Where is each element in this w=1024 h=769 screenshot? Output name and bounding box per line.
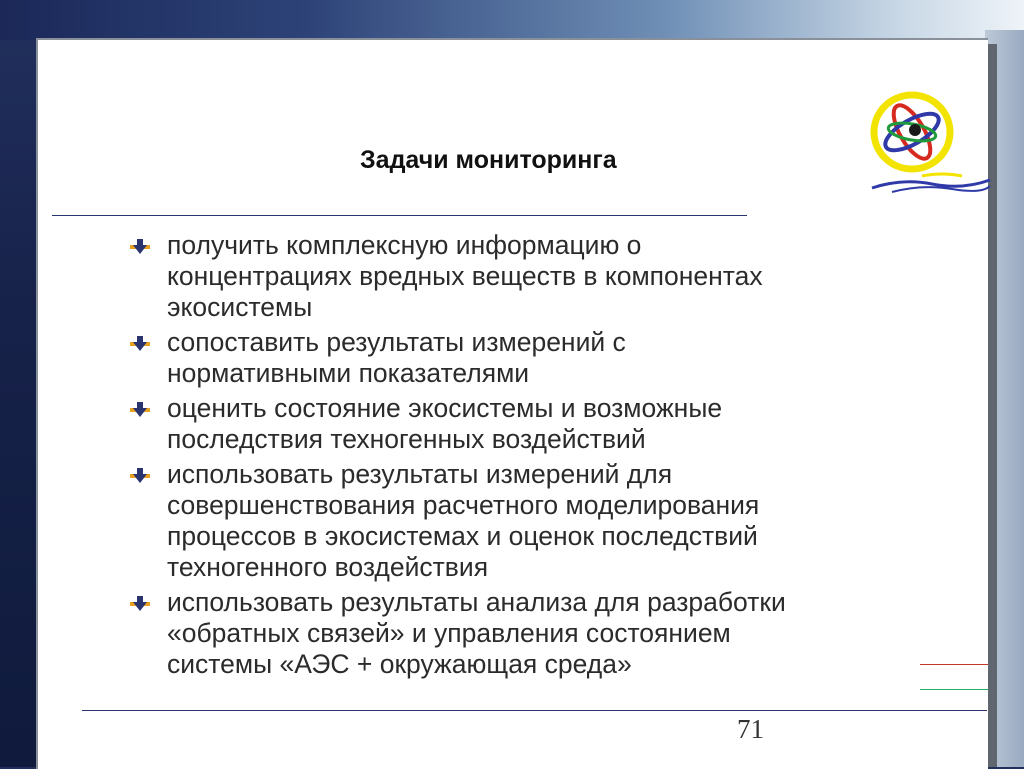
down-arrow-bullet-icon (130, 402, 150, 418)
bullet-line: оценить состояние экосистемы и возможные (167, 393, 723, 423)
bullet-line: нормативными показателями (167, 358, 530, 388)
down-arrow-bullet-icon (130, 239, 150, 255)
bullet-line: концентрациях вредных веществ в компонентах (167, 261, 763, 291)
down-arrow-bullet-icon (130, 596, 150, 612)
bullet-line: последствия техногенных воздействий (167, 424, 646, 454)
bullet-line: использовать результаты анализа для разработки (167, 587, 786, 617)
footer-divider (82, 710, 987, 711)
bullet-list (130, 230, 930, 684)
bullet-line: техногенного воздействия (167, 552, 489, 582)
bullet-item (130, 230, 930, 323)
bullet-line: совершенствования расчетного моделирования (167, 490, 760, 520)
accent-line-green (920, 689, 988, 690)
bullet-line: системы «АЭС + окружающая среда» (167, 649, 632, 679)
atom-emblem-logo (862, 88, 992, 200)
bullet-line: сопоставить результаты измерений с (167, 327, 626, 357)
bullet-line: использовать результаты измерений для (167, 459, 673, 489)
top-gradient-band (0, 0, 1024, 40)
bullet-item (130, 587, 930, 680)
bullet-line: процессов в экосистемах и оценок последствий (167, 521, 758, 551)
accent-line-red (920, 664, 988, 665)
page-number: 71 (737, 714, 764, 744)
bullet-line: «обратных связей» и управления состоянием (167, 618, 731, 648)
bullet-item (130, 327, 930, 389)
bullet-item (130, 393, 930, 455)
bullet-line: получить комплексную информацию о (167, 230, 642, 260)
bullet-item (130, 459, 930, 583)
down-arrow-bullet-icon (130, 468, 150, 484)
slide-title: Задачи мониторинга (360, 146, 617, 174)
down-arrow-bullet-icon (130, 336, 150, 352)
bullet-line: экосистемы (167, 292, 313, 322)
title-divider (52, 215, 747, 216)
